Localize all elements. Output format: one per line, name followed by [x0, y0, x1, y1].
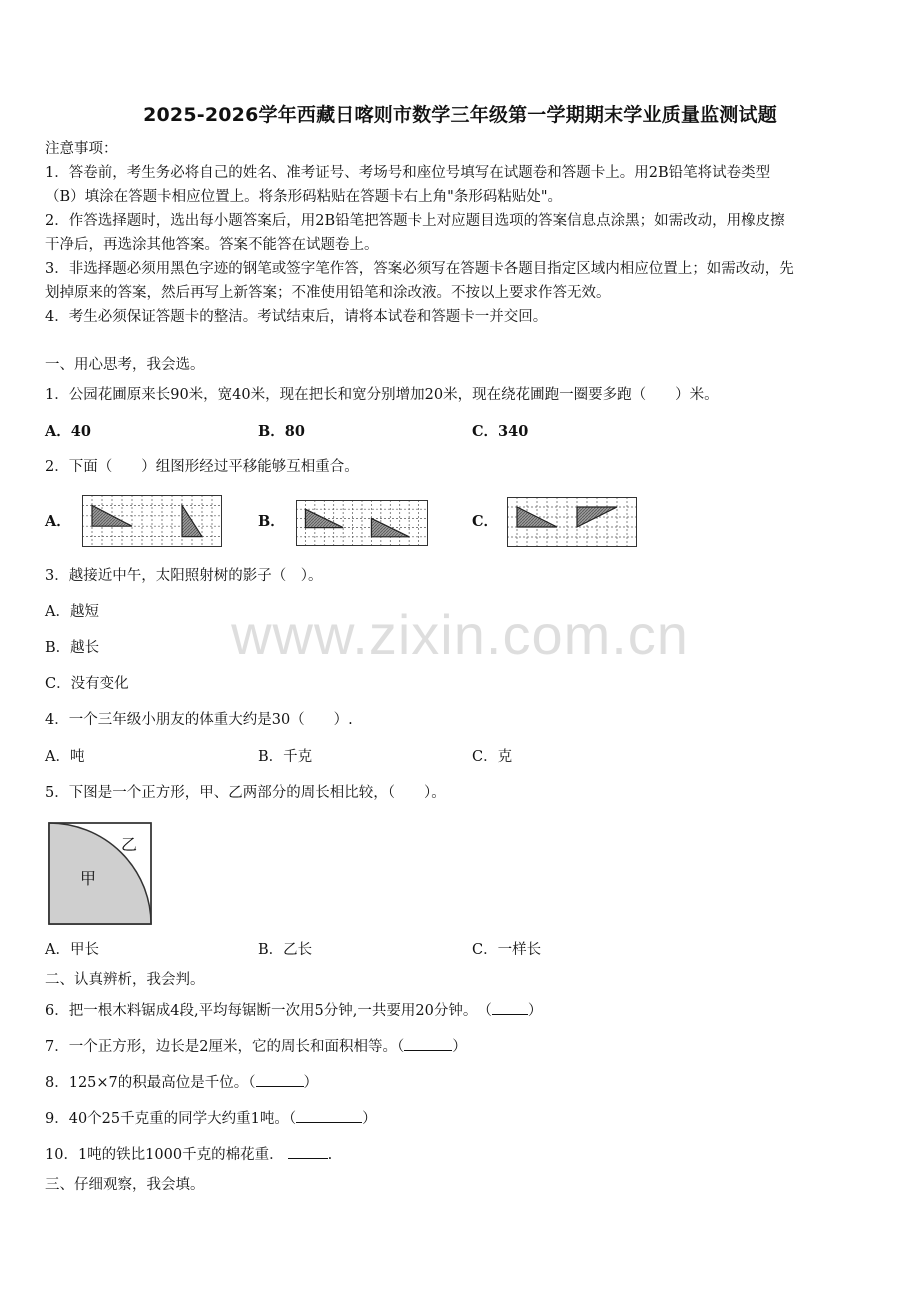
- question-8-text: 8．125×7的积最高位是千位。（: [45, 1075, 256, 1091]
- grid-figure-a: [82, 495, 222, 547]
- q5-option-a[interactable]: A．甲长: [45, 942, 99, 958]
- question-8-close: ）: [303, 1075, 319, 1091]
- question-1-stem: 1．公园花圃原来长90米，宽40米，现在把长和宽分别增加20米，现在绕花圃跑一圈要多跑（ ）米。: [45, 387, 719, 403]
- watermark: www.zixin.com.cn: [231, 603, 689, 666]
- grid-figure-c: [507, 497, 637, 547]
- question-9-text: 9．40个25千克重的同学大约重1吨。（: [45, 1111, 297, 1127]
- q3-option-a[interactable]: A．越短: [45, 604, 99, 620]
- answer-blank-10[interactable]: [288, 1144, 328, 1159]
- notice-line: 3．非选择题必须用黑色字迹的钢笔或签字笔作答，答案必须写在答题卡各题目指定区域内相应位置上；如需改动，先: [45, 261, 794, 277]
- q2-option-b[interactable]: B．: [258, 513, 285, 530]
- page-title: 2025-2026学年西藏日喀则市数学三年级第一学期期末学业质量监测试题: [143, 104, 777, 126]
- shaded-triangle: [182, 505, 202, 536]
- notice-heading: 注意事项：: [45, 141, 118, 157]
- question-9: [45, 1108, 377, 1129]
- notice-line: （B）填涂在答题卡相应位置上。将条形码粘贴在答题卡右上角"条形码粘贴处"。: [45, 189, 562, 205]
- notice-line: 干净后，再选涂其他答案。答案不能答在试题卷上。: [45, 237, 379, 253]
- question-10-text: 10．1吨的铁比1000千克的棉花重．: [45, 1147, 284, 1163]
- q4-option-b[interactable]: B．千克: [258, 749, 313, 765]
- question-4-stem: 4．一个三年级小朋友的体重大约是30（ ）.: [45, 712, 353, 728]
- q3-option-b[interactable]: B．越长: [45, 640, 100, 656]
- square-quarter-circle-figure: [48, 822, 154, 926]
- question-2-stem: 2．下面（ ）组图形经过平移能够互相重合。: [45, 459, 359, 475]
- q3-option-c[interactable]: C．没有变化: [45, 676, 129, 692]
- q4-option-a[interactable]: A．吨: [45, 749, 85, 765]
- question-7-close: ）: [452, 1039, 467, 1055]
- section-heading: 二、认真辨析，我会判。: [45, 972, 205, 988]
- question-6-text: 6．把一根木料锯成4段,平均每锯断一次用5分钟,一共要用20分钟。 （: [45, 1003, 492, 1019]
- question-6-close: ）: [527, 1003, 543, 1019]
- section-heading: 一、用心思考，我会选。: [45, 357, 205, 373]
- section-heading: 三、仔细观察，我会填。: [45, 1177, 205, 1193]
- q1-option-a[interactable]: A．40: [45, 423, 91, 440]
- answer-blank-9[interactable]: [296, 1108, 362, 1123]
- notice-line: 划掉原来的答案，然后再写上新答案；不准使用铅笔和涂改液。不按以上要求作答无效。: [45, 285, 611, 301]
- answer-blank-7[interactable]: [404, 1036, 452, 1051]
- q1-option-b[interactable]: B．80: [258, 423, 305, 440]
- question-7-text: 7．一个正方形，边长是2厘米，它的周长和面积相等。（: [45, 1039, 405, 1055]
- question-3-stem: 3．越接近中午，太阳照射树的影子（ ）。: [45, 568, 323, 584]
- notice-line: 2．作答选择题时，选出每小题答案后，用2B铅笔把答题卡上对应题目选项的答案信息点涂黑；如需改动，用橡皮擦: [45, 213, 785, 229]
- q1-option-c[interactable]: C．340: [472, 423, 529, 440]
- label-yi: 乙: [121, 835, 138, 854]
- notice-line: 4．考生必须保证答题卡的整洁。考试结束后，请将本试卷和答题卡一并交回。: [45, 309, 548, 325]
- notice-line: 1．答卷前，考生务必将自己的姓名、准考证号、考场号和座位号填写在试题卷和答题卡上。用2B铅笔将试卷类型: [45, 165, 771, 181]
- question-10: [45, 1144, 332, 1165]
- question-8: [45, 1072, 318, 1093]
- label-jia: 甲: [80, 869, 97, 888]
- question-7: [45, 1036, 467, 1057]
- q2-option-a[interactable]: A．: [45, 513, 71, 530]
- q2-option-c[interactable]: C．: [472, 513, 499, 530]
- q4-option-c[interactable]: C．克: [472, 749, 513, 765]
- question-9-close: ）: [362, 1111, 377, 1127]
- q5-option-b[interactable]: B．乙长: [258, 942, 313, 958]
- question-5-stem: 5．下图是一个正方形，甲、乙两部分的周长相比较，（ ）。: [45, 785, 446, 801]
- q5-option-c[interactable]: C．一样长: [472, 942, 542, 958]
- answer-blank-8[interactable]: [256, 1072, 304, 1087]
- question-10-close: .: [327, 1147, 333, 1163]
- grid-figure-b: [296, 500, 428, 546]
- answer-blank-6[interactable]: [492, 1000, 528, 1015]
- question-6: [45, 1000, 542, 1021]
